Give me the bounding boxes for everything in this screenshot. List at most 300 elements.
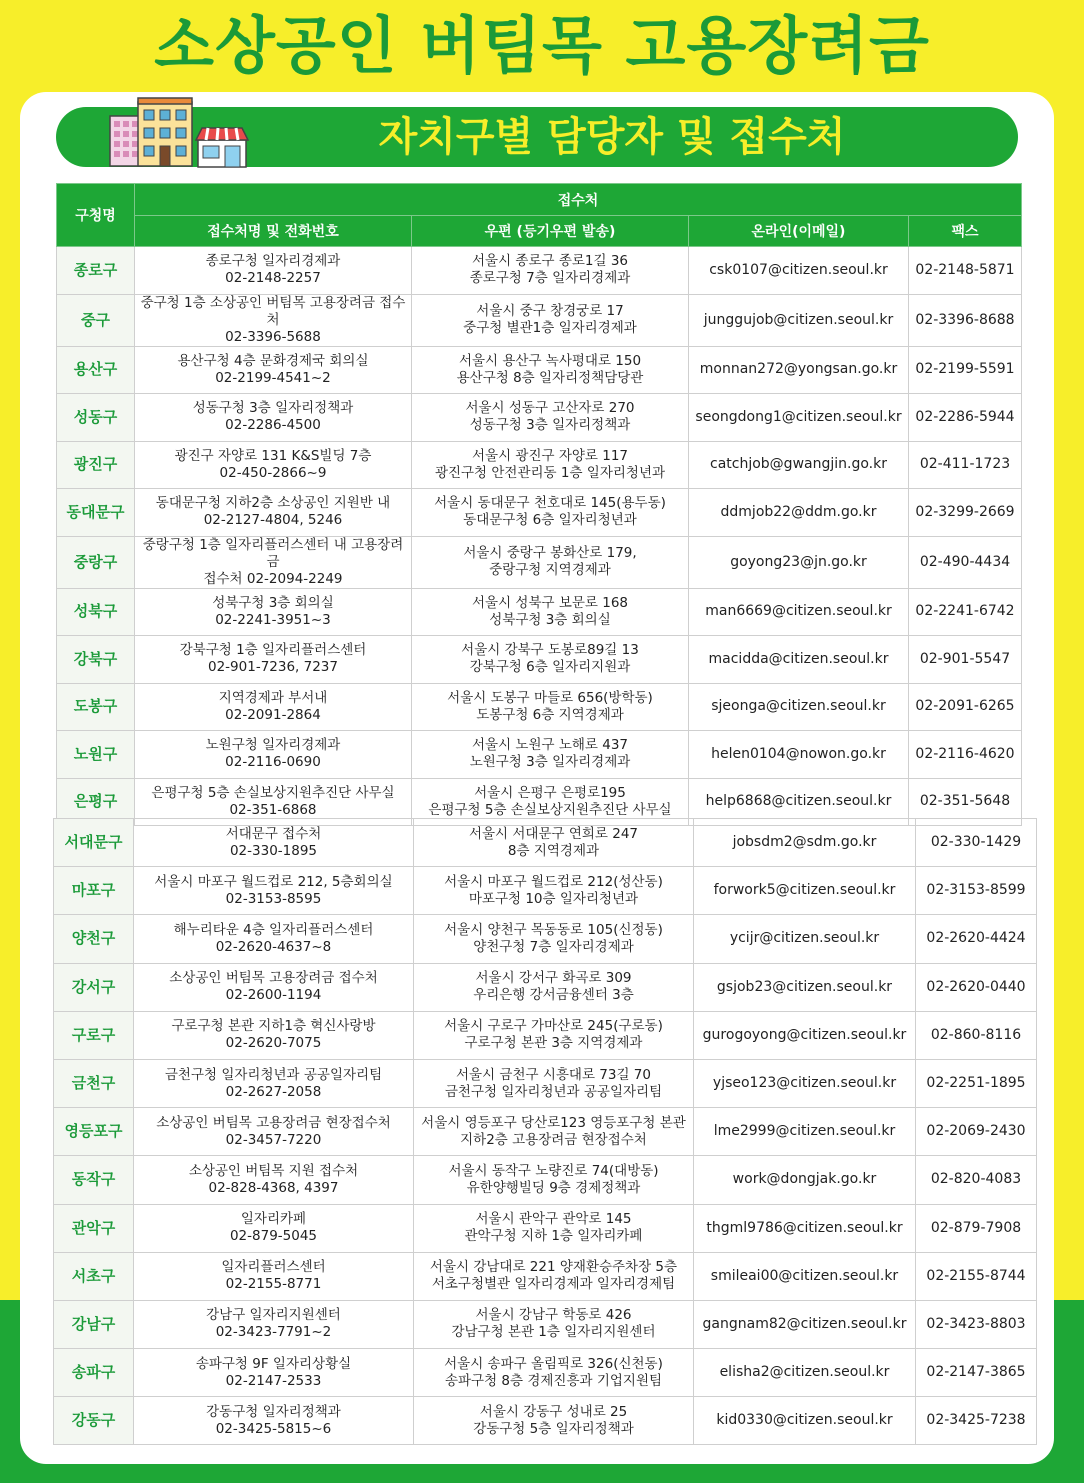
mail-address-addr1: 서울시 동대문구 천호대로 145(용두동) <box>434 495 666 512</box>
reception-place <box>134 1108 414 1156</box>
reception-place-place2: 02-351-6868 <box>229 801 317 818</box>
district-name-gu: 동작구 <box>71 1170 116 1189</box>
fax-number <box>909 346 1022 394</box>
mail-address-addr2: 마포구청 10층 일자리청년과 <box>468 890 639 907</box>
district-name <box>54 819 134 867</box>
district-name-gu: 강서구 <box>71 977 116 996</box>
reception-place-place1: 소상공인 버팀목 고용장려금 현장접수처 <box>156 1114 391 1131</box>
fax-number-fax: 02-490-4434 <box>919 553 1011 570</box>
mail-address-addr2: 종로구청 7층 일자리경제과 <box>469 270 631 287</box>
reception-place-place2: 02-2241-3951~3 <box>215 611 331 628</box>
fax-number-fax: 02-2147-3865 <box>926 1364 1026 1381</box>
reception-place <box>134 819 414 867</box>
table-row <box>54 1397 1037 1445</box>
mail-address-addr2: 서초구청별관 일자리경제과 일자리경제팀 <box>431 1276 676 1293</box>
header-fax: 팩스 <box>909 216 1022 247</box>
reception-place-place1: 구로구청 본관 지하1층 혁신사랑방 <box>171 1018 376 1035</box>
mail-address <box>412 731 689 779</box>
table-row <box>57 247 1022 295</box>
email-address <box>694 819 916 867</box>
reception-place <box>135 683 412 731</box>
email-address-email: gangnam82@citizen.seoul.kr <box>702 1315 907 1332</box>
reception-place-place2: 02-2600-1194 <box>225 987 322 1004</box>
district-name <box>57 394 135 442</box>
contact-table-top <box>56 183 1022 826</box>
district-name <box>54 1252 134 1300</box>
reception-place-place1: 중구청 1층 소상공인 버팀목 고용장려금 접수처 <box>140 294 406 328</box>
header-online: 온라인(이메일) <box>689 216 909 247</box>
mail-address <box>412 489 689 537</box>
email-address <box>689 247 909 295</box>
mail-address-addr1: 서울시 중랑구 봉화산로 179, <box>463 545 637 561</box>
fax-number <box>916 867 1037 915</box>
table-row <box>57 489 1022 537</box>
reception-place <box>134 1059 414 1107</box>
reception-place-place1: 은평구청 5층 손실보상지원추진단 사무실 <box>151 784 395 801</box>
district-name-gu: 광진구 <box>73 455 118 474</box>
table-row <box>57 683 1022 731</box>
mail-address-addr2: 용산구청 8층 일자리정책담당관 <box>456 369 644 386</box>
district-name <box>57 489 135 537</box>
reception-place <box>135 636 412 684</box>
mail-address <box>412 294 689 346</box>
fax-number <box>916 1059 1037 1107</box>
mail-address-addr1: 서울시 동작구 노량진로 74(대방동) <box>448 1162 659 1179</box>
reception-place <box>135 489 412 537</box>
email-address <box>689 636 909 684</box>
table-row <box>54 1349 1037 1397</box>
reception-place-place1: 강북구청 1층 일자리플러스센터 <box>179 642 367 659</box>
table-row <box>57 294 1022 346</box>
reception-place-place1: 소상공인 버팀목 고용장려금 접수처 <box>169 970 378 987</box>
reception-place-place1: 강남구 일자리지원센터 <box>206 1307 341 1324</box>
main-title: 소상공인 버팀목 고용장려금 <box>154 9 930 82</box>
mail-address <box>414 1156 694 1204</box>
table-row <box>54 963 1037 1011</box>
mail-address-addr1: 서울시 중구 창경궁로 17 <box>476 303 624 319</box>
fax-number <box>909 489 1022 537</box>
mail-address <box>414 1349 694 1397</box>
reception-place <box>135 588 412 636</box>
email-address <box>694 1204 916 1252</box>
district-name <box>54 1204 134 1252</box>
reception-place-place1: 광진구 자양로 131 K&S빌딩 7층 <box>174 447 372 464</box>
district-name-gu: 용산구 <box>73 360 118 379</box>
fax-number-fax: 02-2251-1895 <box>926 1075 1026 1092</box>
email-address <box>689 489 909 537</box>
email-address-email: ycijr@citizen.seoul.kr <box>729 930 880 947</box>
mail-address-addr2: 우리은행 강서금융센터 3층 <box>473 987 634 1004</box>
reception-place-place2: 02-2148-2257 <box>225 270 321 287</box>
mail-address <box>412 683 689 731</box>
table-row <box>54 1252 1037 1300</box>
mail-address-addr1: 서울시 노원구 노해로 437 <box>471 737 628 754</box>
reception-place-place1: 해누리타운 4층 일자리플러스센터 <box>173 921 374 938</box>
email-address <box>689 346 909 394</box>
fax-number <box>916 1156 1037 1204</box>
reception-place-place2: 02-2620-4637~8 <box>215 938 332 955</box>
reception-place <box>134 1300 414 1348</box>
mail-address-addr1: 서울시 용산구 녹사평대로 150 <box>458 352 642 369</box>
reception-place-place2: 02-2116-0690 <box>225 754 321 771</box>
email-address-email: sjeonga@citizen.seoul.kr <box>711 698 886 715</box>
email-address-email: kid0330@citizen.seoul.kr <box>716 1412 893 1429</box>
fax-number-fax: 02-2286-5944 <box>915 408 1015 425</box>
reception-place-place2: 02-901-7236, 7237 <box>208 659 338 676</box>
fax-number <box>916 963 1037 1011</box>
mail-address-addr1: 서울시 서대문구 연희로 247 <box>468 825 639 842</box>
mail-address-addr1: 서울시 송파구 올림픽로 326(신천동) <box>444 1355 663 1372</box>
reception-place <box>134 1349 414 1397</box>
reception-place-place1: 소상공인 버팀목 지원 접수처 <box>188 1162 359 1179</box>
reception-place <box>134 915 414 963</box>
fax-number <box>909 294 1022 346</box>
mail-address-addr2: 강남구청 본관 1층 일자리지원센터 <box>451 1324 656 1341</box>
fax-number <box>909 247 1022 295</box>
header-reception: 접수처 <box>135 184 1022 216</box>
email-address-email: catchjob@gwangjin.go.kr <box>710 456 887 473</box>
reception-place-place2: 02-330-1895 <box>229 842 318 859</box>
table-row <box>54 1204 1037 1252</box>
mail-address-addr1: 서울시 강남구 학동로 426 <box>475 1307 632 1324</box>
mail-address-addr2: 금천구청 일자리청년과 공공일자리팀 <box>444 1083 663 1100</box>
email-address <box>689 536 909 588</box>
mail-address-addr1: 서울시 양천구 목동동로 105(신정동) <box>444 921 663 938</box>
mail-address <box>412 346 689 394</box>
fax-number <box>916 915 1037 963</box>
email-address <box>689 441 909 489</box>
email-address-email: work@dongjak.go.kr <box>732 1171 877 1188</box>
district-name <box>54 1108 134 1156</box>
reception-place-place1: 성북구청 3층 회의실 <box>212 594 334 611</box>
district-name-gu: 송파구 <box>71 1363 116 1382</box>
mail-address <box>414 1300 694 1348</box>
fax-number-fax: 02-2155-8744 <box>926 1267 1026 1284</box>
mail-address-addr1: 서울시 강동구 성내로 25 <box>479 1403 628 1420</box>
mail-address-addr1: 서울시 종로구 종로1길 36 <box>471 253 628 270</box>
mail-address <box>412 636 689 684</box>
reception-place-place2: 02-828-4368, 4397 <box>208 1179 339 1196</box>
fax-number <box>909 441 1022 489</box>
fax-number <box>909 636 1022 684</box>
reception-place-place1: 일자리플러스센터 <box>221 1259 326 1276</box>
mail-address-addr1: 서울시 마포구 월드컵로 212(성산동) <box>444 873 663 890</box>
mail-address <box>412 394 689 442</box>
district-name <box>57 536 135 588</box>
reception-place <box>135 247 412 295</box>
fax-number-fax: 02-820-4083 <box>930 1171 1022 1188</box>
email-address-email: jobsdm2@sdm.go.kr <box>732 834 877 851</box>
fax-number <box>916 1011 1037 1059</box>
fax-number <box>916 1349 1037 1397</box>
district-name <box>57 294 135 346</box>
reception-place-place1: 성동구청 3층 일자리정책과 <box>192 400 354 417</box>
mail-address-addr2: 관악구청 지하 1층 일자리카페 <box>464 1228 643 1245</box>
reception-place-place1: 용산구청 4층 문화경제국 회의실 <box>177 352 369 369</box>
table-body-top <box>57 247 1022 826</box>
mail-address <box>414 1397 694 1445</box>
header-mail: 우편 (등기우편 발송) <box>412 216 689 247</box>
mail-address <box>414 819 694 867</box>
email-address <box>694 1349 916 1397</box>
mail-address-addr2: 유한양행빌딩 9층 경제정책과 <box>466 1179 641 1196</box>
mail-address <box>414 1108 694 1156</box>
reception-place <box>134 1397 414 1445</box>
district-name <box>57 247 135 295</box>
reception-place-place1: 서울시 마포구 월드컵로 212, 5층회의실 <box>154 873 393 890</box>
reception-place-place1: 동대문구청 지하2층 소상공인 지원반 내 <box>155 495 391 512</box>
shop-icon <box>194 126 250 168</box>
district-name <box>54 1011 134 1059</box>
mail-address-addr2: 구로구청 본관 3층 지역경제과 <box>464 1035 643 1052</box>
reception-place <box>134 1252 414 1300</box>
reception-place-place1: 강동구청 일자리정책과 <box>206 1403 341 1420</box>
fax-number <box>909 588 1022 636</box>
mail-address-addr2: 중랑구청 지역경제과 <box>489 562 611 578</box>
email-address <box>689 588 909 636</box>
table-row <box>57 731 1022 779</box>
district-name <box>54 867 134 915</box>
mail-address <box>414 963 694 1011</box>
fax-number-fax: 02-2091-6265 <box>915 698 1015 715</box>
email-address-email: ddmjob22@ddm.go.kr <box>720 503 877 520</box>
reception-place-place2: 02-2627-2058 <box>225 1083 322 1100</box>
table-row <box>54 1156 1037 1204</box>
district-name <box>57 731 135 779</box>
email-address <box>689 394 909 442</box>
district-name-gu: 성동구 <box>73 407 118 426</box>
mail-address-addr2: 강북구청 6층 일자리지원과 <box>469 659 631 676</box>
district-name <box>57 683 135 731</box>
district-name <box>57 636 135 684</box>
email-address-email: forwork5@citizen.seoul.kr <box>713 882 896 899</box>
mail-address-addr2: 성북구청 3층 회의실 <box>489 611 611 628</box>
email-address <box>694 1011 916 1059</box>
fax-number-fax: 02-3425-7238 <box>926 1412 1026 1429</box>
email-address-email: junggujob@citizen.seoul.kr <box>703 311 894 328</box>
fax-number <box>916 1397 1037 1445</box>
table-row <box>54 867 1037 915</box>
fax-number-fax: 02-2069-2430 <box>926 1123 1026 1140</box>
email-address-email: thgml9786@citizen.seoul.kr <box>706 1219 903 1236</box>
table-row <box>57 441 1022 489</box>
subtitle: 자치구별 담당자 및 접수처 <box>378 114 846 160</box>
district-name-gu: 중랑구 <box>73 552 118 571</box>
district-name <box>54 1300 134 1348</box>
mail-address-addr1: 서울시 광진구 자양로 117 <box>471 447 628 464</box>
fax-number-fax: 02-2199-5591 <box>915 361 1015 378</box>
reception-place <box>134 1011 414 1059</box>
email-address-email: help6868@citizen.seoul.kr <box>705 793 892 810</box>
table-body-bottom <box>54 819 1037 1445</box>
district-name <box>54 915 134 963</box>
email-address-email: helen0104@nowon.go.kr <box>711 745 886 762</box>
mail-address <box>414 915 694 963</box>
district-name-gu: 동대문구 <box>66 502 125 521</box>
email-address <box>694 1397 916 1445</box>
mail-address-addr2: 동대문구청 6층 일자리청년과 <box>463 512 637 529</box>
email-address-email: macidda@citizen.seoul.kr <box>708 650 889 667</box>
fax-number-fax: 02-3396-8688 <box>915 311 1015 328</box>
reception-place <box>134 867 414 915</box>
district-name-gu: 마포구 <box>71 881 116 900</box>
district-name-gu: 서초구 <box>71 1266 116 1285</box>
reception-place <box>135 731 412 779</box>
district-name <box>57 346 135 394</box>
email-address <box>694 1252 916 1300</box>
email-address <box>694 915 916 963</box>
table-row <box>54 819 1037 867</box>
reception-place-place2: 02-3457-7220 <box>225 1131 322 1148</box>
reception-place-place2: 접수처 02-2094-2249 <box>203 570 343 587</box>
fax-number <box>916 1252 1037 1300</box>
reception-place-place1: 송파구청 9F 일자리상황실 <box>195 1355 352 1372</box>
email-address-email: yjseo123@citizen.seoul.kr <box>712 1075 897 1092</box>
reception-place-place1: 일자리카페 <box>240 1211 307 1228</box>
district-name-gu: 관악구 <box>71 1218 116 1237</box>
reception-place-place2: 02-2620-7075 <box>225 1035 322 1052</box>
mail-address <box>414 1204 694 1252</box>
district-name <box>54 1059 134 1107</box>
table-row <box>54 1059 1037 1107</box>
table-row <box>54 1300 1037 1348</box>
email-address <box>694 963 916 1011</box>
contact-table-bottom <box>53 818 1037 1445</box>
email-address <box>694 867 916 915</box>
district-name-gu: 금천구 <box>71 1074 116 1093</box>
reception-place <box>134 1156 414 1204</box>
fax-number-fax: 02-2148-5871 <box>915 261 1015 278</box>
fax-number-fax: 02-901-5547 <box>919 650 1011 667</box>
email-address <box>689 731 909 779</box>
mail-address-addr2: 8층 지역경제과 <box>507 842 600 859</box>
fax-number-fax: 02-860-8116 <box>930 1026 1022 1043</box>
fax-number-fax: 02-3153-8599 <box>926 882 1026 899</box>
mail-address <box>412 441 689 489</box>
table-row <box>57 536 1022 588</box>
email-address-email: seongdong1@citizen.seoul.kr <box>695 408 902 425</box>
email-address-email: csk0107@citizen.seoul.kr <box>709 261 888 278</box>
mail-address-addr1: 서울시 성동구 고산자로 270 <box>465 400 635 417</box>
email-address-email: monnan272@yongsan.go.kr <box>699 361 898 378</box>
mail-address-addr1: 서울시 구로구 가마산로 245(구로동) <box>444 1018 663 1035</box>
reception-place-place2: 02-3425-5815~6 <box>215 1420 332 1437</box>
table-row <box>54 1108 1037 1156</box>
district-name-gu: 강북구 <box>73 649 118 668</box>
district-name-gu: 성북구 <box>73 602 118 621</box>
district-name <box>57 441 135 489</box>
mail-address-addr2: 은평구청 5층 손실보상지원추진단 사무실 <box>428 801 672 818</box>
reception-place-place1: 서대문구 접수처 <box>225 825 322 842</box>
fax-number-fax: 02-330-1429 <box>930 834 1022 851</box>
mail-address-addr1: 서울시 강북구 도봉로89길 13 <box>461 642 639 659</box>
header-place: 접수처명 및 전화번호 <box>135 216 412 247</box>
reception-place <box>135 441 412 489</box>
reception-place-place2: 02-879-5045 <box>229 1228 318 1245</box>
district-name-gu: 강남구 <box>71 1314 116 1333</box>
email-address-email: gsjob23@citizen.seoul.kr <box>716 978 893 995</box>
district-name <box>54 1397 134 1445</box>
reception-place <box>134 963 414 1011</box>
mail-address-addr2: 광진구청 안전관리동 1층 일자리청년과 <box>434 464 666 481</box>
fax-number-fax: 02-411-1723 <box>919 456 1011 473</box>
district-name <box>54 1156 134 1204</box>
reception-place <box>134 1204 414 1252</box>
building-icon <box>108 96 194 168</box>
reception-place-place2: 02-2127-4804, 5246 <box>203 512 343 529</box>
mail-address-addr2: 노원구청 3층 일자리경제과 <box>469 754 631 771</box>
mail-address-addr2: 양천구청 7층 일자리경제과 <box>473 938 634 955</box>
fax-number-fax: 02-2241-6742 <box>915 603 1015 620</box>
email-address <box>694 1300 916 1348</box>
mail-address-addr1: 서울시 은평구 은평로195 <box>474 784 626 801</box>
mail-address <box>414 1011 694 1059</box>
district-name <box>54 1349 134 1397</box>
fax-number <box>916 1300 1037 1348</box>
fax-number-fax: 02-2620-4424 <box>926 930 1026 947</box>
email-address <box>694 1156 916 1204</box>
district-name-gu: 강동구 <box>71 1411 116 1430</box>
fax-number <box>916 1108 1037 1156</box>
reception-place-place2: 02-2147-2533 <box>225 1372 322 1389</box>
table-row <box>54 915 1037 963</box>
email-address-email: smileai00@citizen.seoul.kr <box>710 1267 899 1284</box>
table-row <box>57 346 1022 394</box>
mail-address-addr1: 서울시 관악구 관악로 145 <box>475 1211 632 1228</box>
email-address <box>689 683 909 731</box>
email-address <box>694 1059 916 1107</box>
reception-place-place2: 02-2199-4541~2 <box>215 369 331 386</box>
table-row <box>57 636 1022 684</box>
mail-address-addr1: 서울시 성북구 보문로 168 <box>471 594 628 611</box>
email-address-email: elisha2@citizen.seoul.kr <box>719 1364 890 1381</box>
mail-address-addr1: 서울시 영등포구 당산로123 영등포구청 본관 <box>421 1114 686 1131</box>
fax-number-fax: 02-2116-4620 <box>915 745 1015 762</box>
mail-address-addr1: 서울시 도봉구 마들로 656(방학동) <box>447 689 653 706</box>
fax-number-fax: 02-3423-8803 <box>926 1315 1026 1332</box>
mail-address <box>414 1059 694 1107</box>
email-address-email: gurogoyong@citizen.seoul.kr <box>702 1026 907 1043</box>
mail-address <box>414 1252 694 1300</box>
fax-number <box>909 536 1022 588</box>
header-gu: 구청명 <box>57 184 135 247</box>
reception-place-place2: 02-2091-2864 <box>225 706 321 723</box>
email-address <box>689 294 909 346</box>
reception-place <box>135 294 412 346</box>
district-name-gu: 구로구 <box>71 1025 116 1044</box>
reception-place-place1: 노원구청 일자리경제과 <box>205 737 341 754</box>
district-name-gu: 종로구 <box>73 260 118 279</box>
reception-place-place1: 중랑구청 1층 일자리플러스센터 내 고용장려금 <box>142 536 404 570</box>
district-name-gu: 양천구 <box>71 929 116 948</box>
fax-number <box>916 819 1037 867</box>
reception-place-place2: 02-3423-7791~2 <box>215 1324 332 1341</box>
reception-place-place2: 02-2286-4500 <box>225 417 321 434</box>
mail-address-addr2: 도봉구청 6층 지역경제과 <box>476 706 624 723</box>
email-address-email: lme2999@citizen.seoul.kr <box>713 1123 896 1140</box>
table-row <box>57 394 1022 442</box>
fax-number-fax: 02-879-7908 <box>930 1219 1022 1236</box>
table-row <box>57 588 1022 636</box>
mail-address <box>412 536 689 588</box>
mail-address-addr1: 서울시 강서구 화곡로 309 <box>475 970 632 987</box>
reception-place <box>135 394 412 442</box>
district-name-gu: 서대문구 <box>64 833 123 852</box>
reception-place-place2: 02-2155-8771 <box>225 1276 322 1293</box>
reception-place-place2: 02-450-2866~9 <box>219 464 327 481</box>
mail-address-addr2: 송파구청 8층 경제진흥과 기업지원팀 <box>444 1372 663 1389</box>
email-address <box>694 1108 916 1156</box>
